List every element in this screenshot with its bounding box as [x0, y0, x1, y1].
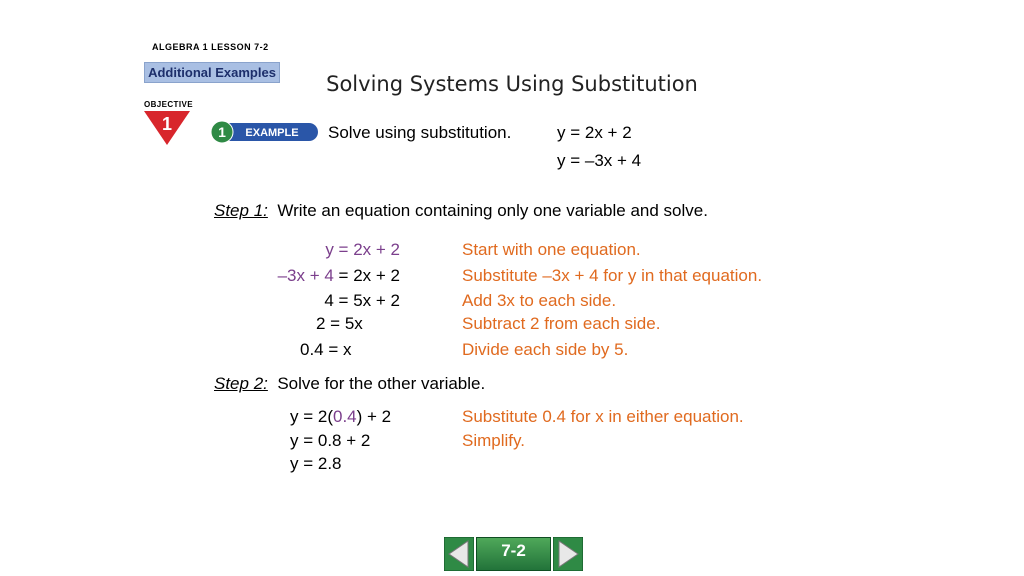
- objective-label: OBJECTIVE: [144, 100, 193, 109]
- previous-button[interactable]: [444, 537, 474, 571]
- lesson-label: ALGEBRA 1 LESSON 7-2: [152, 42, 269, 52]
- system-equation-2: y = –3x + 4: [557, 151, 642, 170]
- example-badge: [210, 120, 320, 144]
- step1-note-2: Substitute –3x + 4 for y in that equation.: [462, 266, 763, 285]
- example-number: 1: [218, 124, 226, 140]
- step1-equation-2: –3x + 4 = 2x + 2: [277, 266, 400, 285]
- step1-heading: [214, 201, 708, 221]
- next-button[interactable]: [553, 537, 583, 571]
- system-equation-1: y = 2x + 2: [557, 123, 632, 142]
- step2-label: Step 2:: [214, 374, 268, 393]
- step1-label: Step 1:: [214, 201, 268, 220]
- step2-equation-3: y = 2.8: [290, 454, 342, 473]
- step1-note-5: Divide each side by 5.: [462, 340, 629, 359]
- step1-note-3: Add 3x to each side.: [462, 291, 617, 310]
- step1-note-4: Subtract 2 from each side.: [462, 314, 661, 333]
- step1-equation-1: y = 2x + 2: [325, 240, 400, 259]
- problem-prompt: Solve using substitution.: [328, 123, 512, 142]
- step1-text: Write an equation containing only one variable and solve.: [277, 201, 708, 220]
- objective-number: 1: [161, 114, 173, 134]
- objective-badge: [144, 111, 190, 145]
- additional-examples-banner: Additional Examples: [144, 62, 280, 83]
- step2-equation-1: y = 2(0.4) + 2: [290, 407, 392, 426]
- step1-equation-3: 4 = 5x + 2: [324, 291, 400, 310]
- step2-heading: [214, 374, 485, 394]
- lesson-number-badge: 7-2: [476, 537, 551, 571]
- example-word: EXAMPLE: [245, 127, 299, 139]
- step2-note-2: Simplify.: [462, 431, 525, 450]
- step1-note-1: Start with one equation.: [462, 240, 641, 259]
- step1-equation-4: 2 = 5x: [316, 314, 363, 333]
- step2-text: Solve for the other variable.: [277, 374, 486, 393]
- step1-equation-5: 0.4 = x: [300, 340, 352, 359]
- page-title: Solving Systems Using Substitution: [326, 72, 698, 96]
- step2-note-1: Substitute 0.4 for x in either equation.: [462, 407, 744, 426]
- step2-equation-2: y = 0.8 + 2: [290, 431, 371, 450]
